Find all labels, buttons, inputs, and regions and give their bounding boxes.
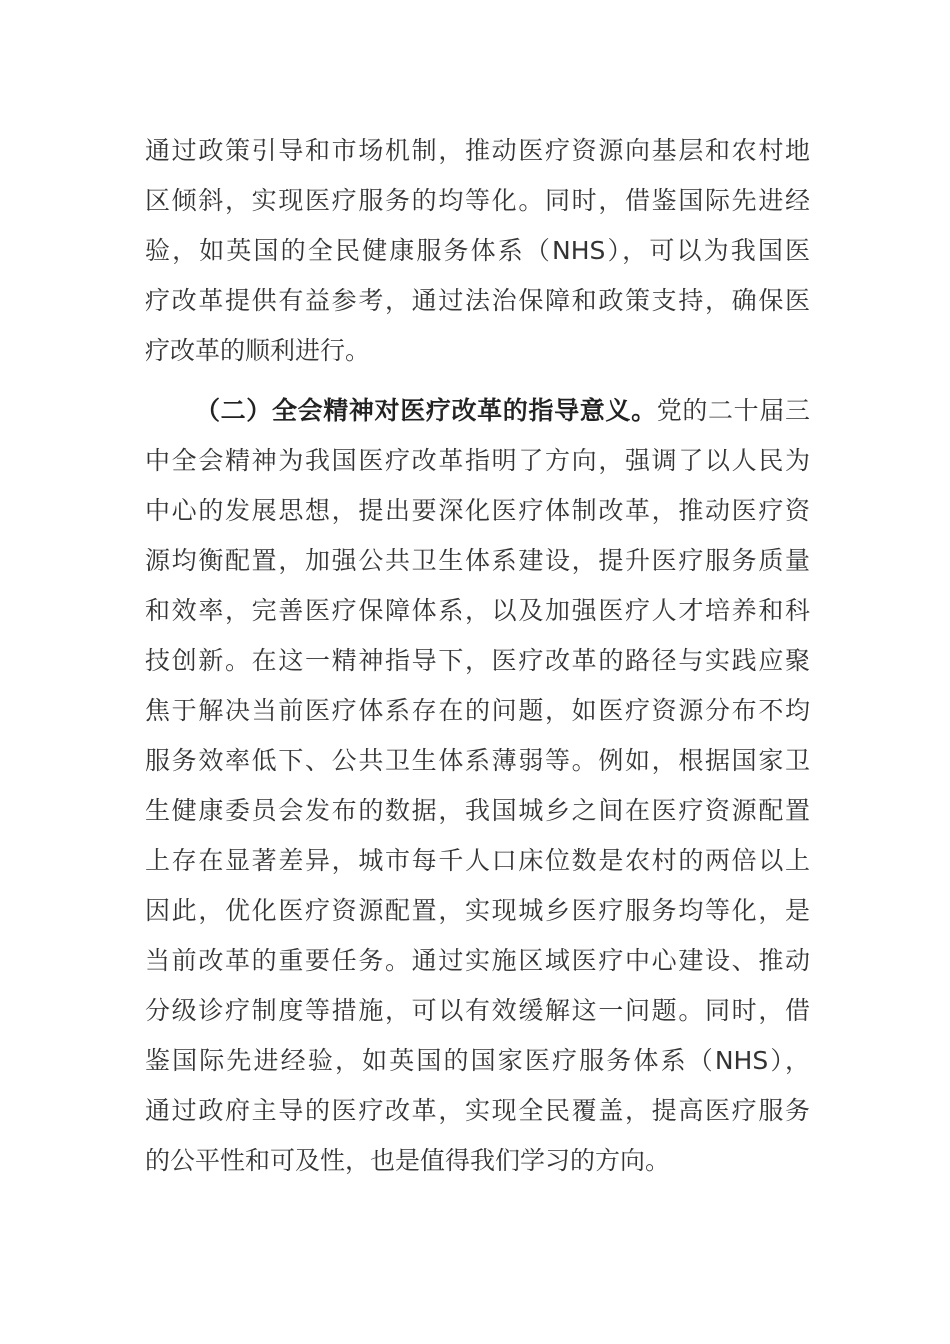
text-line: 验，如英国的全民健康服务体系（NHS），可以为我国医 [145,236,810,265]
text-line: 中心的发展思想，提出要深化医疗体制改革，推动医疗资 [145,496,810,525]
text-line: 分级诊疗制度等措施，可以有效缓解这一问题。同时，借 [145,996,810,1025]
text-line: 当前改革的重要任务。通过实施区域医疗中心建设、推动 [145,946,810,975]
text-line: 因此，优化医疗资源配置，实现城乡医疗服务均等化，是 [145,896,810,925]
text-line: 上存在显著差异，城市每千人口床位数是农村的两倍以上 [145,846,810,875]
text-line: 中全会精神为我国医疗改革指明了方向，强调了以人民为 [145,446,810,475]
text-line: 区倾斜，实现医疗服务的均等化。同时，借鉴国际先进经 [145,186,810,215]
text-line: 鉴国际先进经验，如英国的国家医疗服务体系（NHS）， [145,1046,810,1075]
text-line: 疗改革的顺利进行。 [145,336,371,365]
text-line: 服务效率低下、公共卫生体系薄弱等。例如，根据国家卫 [145,746,810,775]
text-line: 疗改革提供有益参考，通过法治保障和政策支持，确保医 [145,286,810,315]
text-line: 和效率，完善医疗保障体系，以及加强医疗人才培养和科 [145,596,810,625]
text-line: 通过政府主导的医疗改革，实现全民覆盖，提高医疗服务 [145,1096,810,1125]
paragraph-2 [145,386,810,1186]
text-line: 源均衡配置，加强公共卫生体系建设，提升医疗服务质量 [145,546,810,575]
paragraph-2-first-line [145,386,810,436]
text-line: 焦于解决当前医疗体系存在的问题，如医疗资源分布不均 [145,696,810,725]
text-line: 技创新。在这一精神指导下，医疗改革的路径与实践应聚 [145,646,810,675]
text-line: 通过政策引导和市场机制，推动医疗资源向基层和农村地 [145,136,810,165]
section-heading: （二）全会精神对医疗改革的指导意义。 [195,396,657,425]
text-line: 的公平性和可及性，也是值得我们学习的方向。 [145,1146,671,1175]
text-line: 生健康委员会发布的数据，我国城乡之间在医疗资源配置 [145,796,810,825]
paragraph-1 [145,126,810,376]
text-run: 党的二十届三 [656,396,810,425]
